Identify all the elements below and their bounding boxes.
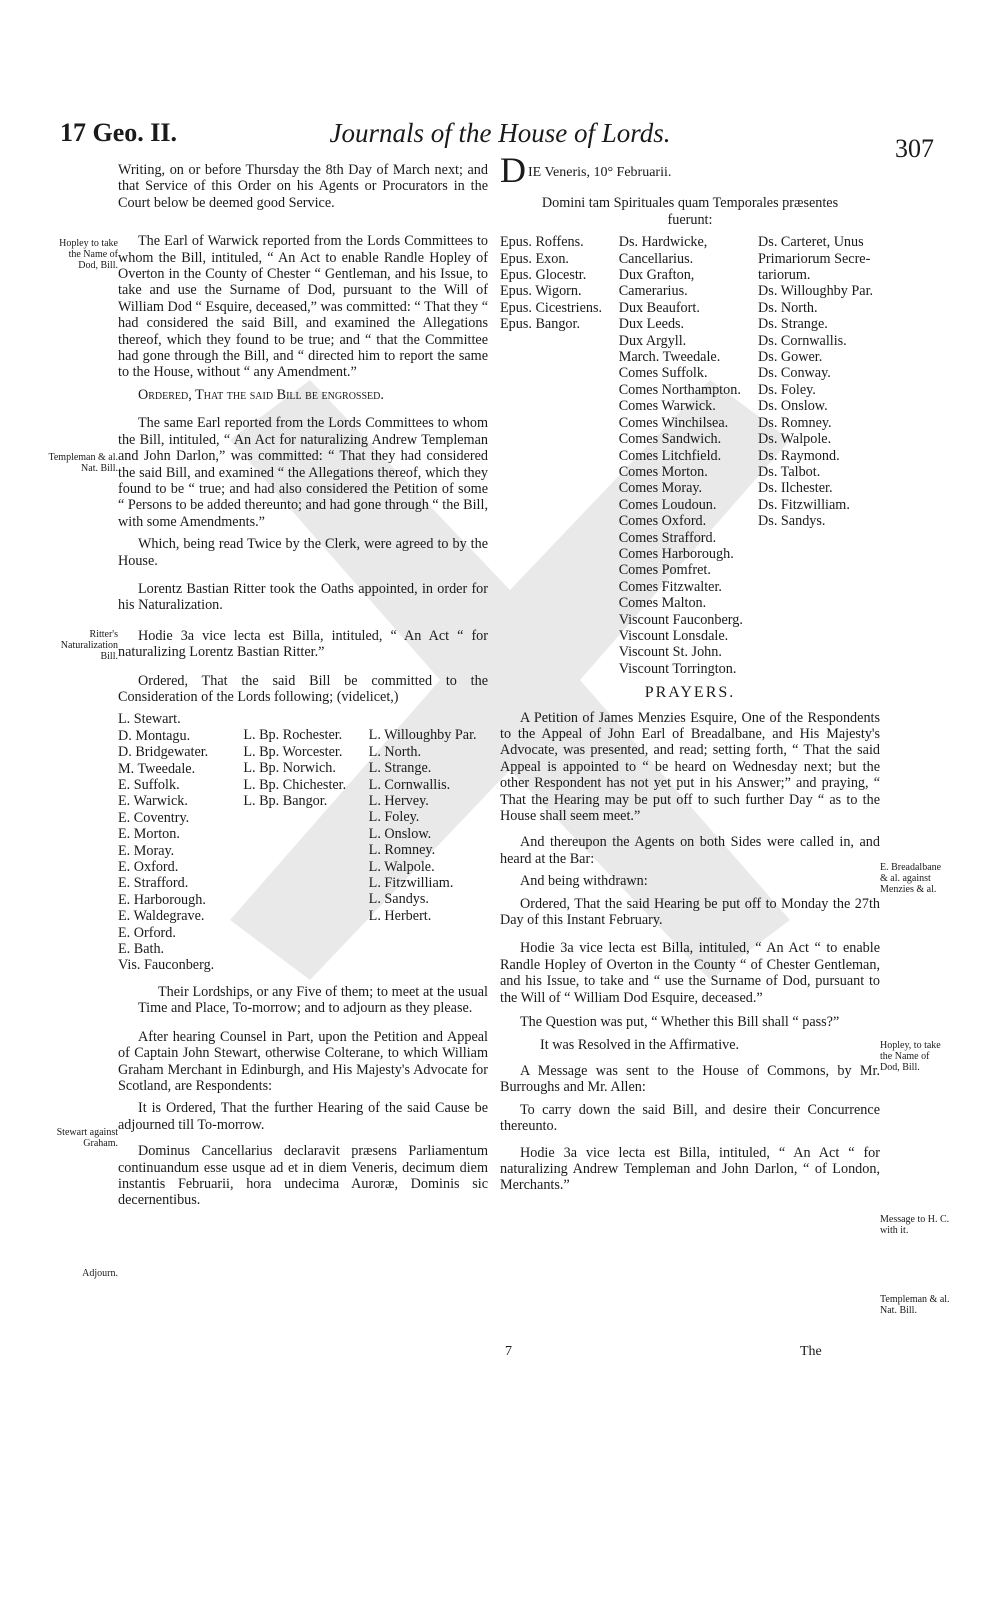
catchword: The — [800, 1344, 822, 1359]
sederunt-entry: Ds. Sandys. — [758, 513, 826, 530]
paragraph: And thereupon the Agents on both Sides were called in, and heard at the Bar: — [500, 834, 880, 867]
lords-column-temporal — [118, 711, 237, 974]
paragraph: The same Earl reported from the Lords Committees to whom the Bill, intituled, “ An Act for naturalizing Andrew Templeman and John Darlon,” was committed: “ That they had considered the said Bill, and examined “ the Allegations thereof, which they found to be “ true; and had also considered the Petition of some “ Persons to be added thereunto; and had gone through “ the Bill, with some Amendments.” — [118, 415, 488, 530]
header-title: Journals of the House of Lords. — [329, 118, 671, 148]
prayers-heading: PRAYERS. — [644, 684, 736, 702]
sederunt-peers — [619, 234, 750, 677]
sederunt-entry: Ds. Gower. — [758, 349, 823, 366]
sederunt-entry: Epus. Roffens. — [500, 234, 584, 251]
paragraph: After hearing Counsel in Part, upon the Petition and Appeal of Captain John Stewart, otherwise Colterane, to which William Graham Merchant in Edinburgh, and His Majesty's Advocate for Scotland, are Respondents: — [118, 1028, 488, 1094]
attendance-intro: Domini tam Spirituales quam Temporales præsentes fuerunt: — [541, 195, 839, 228]
margin-note: E. Breadalbane & al. against Menzies & al. — [880, 862, 942, 895]
committee-lord: E. Coventry. — [118, 809, 190, 826]
sederunt-entry: Epus. Wigorn. — [500, 283, 582, 300]
committee-lord: L. Sandys. — [368, 891, 429, 908]
committee-lord: E. Waldegrave. — [118, 908, 205, 925]
committee-lord: L. Stewart. — [118, 711, 181, 728]
paragraph: It was Resolved in the Affirmative. — [540, 1036, 740, 1053]
paragraph: A Petition of James Menzies Esquire, One of the Respondents to the Appeal of John Earl of Breadalbane, and His Majesty's Advocate, was presented, and read; setting forth, “ That the said Appeal is appointed to “ be heard on Wednesday next; but the other Respondent has not yet put in his Answer;” and praying, “ That the Hearing may be put off to such further Day “ as to the House shall seem meet.” — [500, 709, 880, 825]
sederunt-entry: Comes Suffolk. — [618, 365, 708, 382]
sederunt-entry: Comes Harborough. — [618, 545, 734, 562]
sederunt-entry: Ds. Hardwicke, — [618, 234, 708, 251]
margin-note: Stewart against Graham. — [56, 1127, 118, 1149]
sederunt-entry: Comes Moray. — [618, 480, 703, 497]
sederunt-entry: Viscount Torrington. — [618, 660, 737, 677]
sederunt-entry: Primariorum Secre- — [758, 250, 871, 267]
margin-note: Adjourn. — [82, 1268, 118, 1279]
paragraph: Their Lordships, or any Five of them; to meet at the usual Time and Place, To-morrow; and to adjourn as they please. — [138, 983, 488, 1017]
margin-note: Templeman & al. Nat. Bill. — [880, 1294, 950, 1316]
header-regnal-year: 17 Geo. II. — [60, 118, 177, 147]
committee-lord: L. Onslow. — [368, 825, 432, 842]
sederunt-entry: March. Tweedale. — [618, 349, 721, 366]
committee-lord: L. Cornwallis. — [368, 776, 451, 793]
sederunt-entry: Comes Northampton. — [618, 381, 741, 398]
sederunt-entry: Ds. Talbot. — [758, 463, 821, 480]
sederunt-entry: Comes Sandwich. — [618, 431, 722, 448]
sederunt-entry: Ds. Romney. — [758, 414, 832, 431]
sederunt-entry: Comes Morton. — [618, 463, 708, 480]
sederunt-entry: Ds. Raymond. — [758, 447, 840, 464]
committee-lord: L. Bp. Bangor. — [243, 793, 328, 809]
committee-lords-list — [118, 711, 488, 974]
committee-lord: D. Bridgewater. — [118, 744, 209, 761]
sederunt-entry: Viscount St. John. — [618, 644, 722, 661]
sitting-heading — [500, 150, 880, 190]
sederunt-entry: Ds. Conway. — [758, 365, 831, 382]
committee-lord: L. Fitzwilliam. — [368, 875, 454, 892]
sederunt-entry: Ds. Fitzwilliam. — [758, 496, 850, 513]
sederunt-entry: Epus. Exon. — [500, 250, 569, 267]
sederunt-list — [500, 234, 880, 677]
sederunt-entry: Ds. North. — [758, 299, 818, 316]
paragraph: The Earl of Warwick reported from the Lords Committees to whom the Bill, intituled, “ An Act to enable Randle Hopley of Overton in the County of Chester “ Gentleman, and his Issue, to take and use the Surname of Dod, pursuant to the Will of William Dod “ Esquire, deceased,” was committed: “ That they “ had considered the said Bill, and examined the Allegations thereof, which they found to be true; and “ that the Committee had gone through the Bill, and “ directed him to report the same to the House, without “ any Amendment.” — [118, 233, 488, 381]
sederunt-entry: Ds. Foley. — [758, 381, 816, 398]
committee-lord: L. Bp. Chichester. — [243, 776, 347, 793]
sederunt-entry: Comes Oxford. — [618, 513, 707, 530]
committee-lord: E. Strafford. — [118, 875, 189, 892]
lords-column-barons — [369, 711, 488, 974]
committee-lord: L. Walpole. — [368, 858, 435, 875]
sederunt-entry: Ds. Cornwallis. — [758, 332, 847, 349]
margin-note: Ritter's Naturalization Bill. — [60, 629, 118, 662]
sederunt-entry: Comes Malton. — [618, 595, 707, 612]
sederunt-entry: Comes Litchfield. — [618, 447, 722, 464]
sederunt-entry: Epus. Bangor. — [500, 316, 580, 333]
committee-lord: E. Warwick. — [118, 793, 188, 810]
sederunt-entry: Ds. Willoughby Par. — [758, 283, 874, 300]
sederunt-entry: Comes Pomfret. — [618, 562, 711, 579]
margin-note: Templeman & al. Nat. Bill. — [48, 452, 118, 474]
paragraph: Which, being read Twice by the Clerk, were agreed to by the House. — [118, 536, 488, 569]
sederunt-entry: Dux Leeds. — [618, 316, 685, 333]
committee-lord: L. Bp. Rochester. — [243, 727, 343, 744]
paragraph: Ordered, That the said Bill be engrossed. — [138, 386, 384, 403]
committee-lord: L. Bp. Norwich. — [243, 760, 336, 777]
paragraph: Lorentz Bastian Ritter took the Oaths appointed, in order for his Naturalization. — [118, 580, 488, 614]
committee-lord: E. Morton. — [118, 826, 180, 843]
signature-mark: 7 — [505, 1344, 512, 1359]
margin-note: Hopley, to take the Name of Dod, Bill. — [880, 1040, 941, 1073]
paragraph: Hodie 3a vice lecta est Billa, intituled, “ An Act “ for naturalizing Lorentz Bastian Ritter.” — [118, 627, 488, 661]
sederunt-entry: Epus. Glocestr. — [500, 267, 587, 284]
page-number: 307 — [895, 134, 934, 163]
margin-note: Message to H. C. with it. — [880, 1214, 950, 1236]
committee-lord: M. Tweedale. — [118, 760, 196, 777]
committee-lord: E. Oxford. — [118, 859, 179, 876]
sederunt-entry: Ds. Carteret, Unus — [758, 234, 864, 251]
committee-lord: L. Willoughby Par. — [368, 727, 477, 744]
paragraph: A Message was sent to the House of Commons, by Mr. Burroughs and Mr. Allen: — [500, 1062, 880, 1096]
committee-lord: L. Hervey. — [368, 793, 429, 809]
committee-lord: L. Strange. — [368, 760, 432, 777]
committee-lord: L. Herbert. — [368, 907, 432, 924]
left-column — [118, 162, 488, 1215]
sederunt-entry: Epus. Cicestriens. — [500, 299, 603, 316]
sederunt-entry: Dux Argyll. — [618, 332, 687, 349]
sederunt-entry: Viscount Lonsdale. — [618, 627, 729, 644]
committee-lord: E. Suffolk. — [118, 777, 180, 793]
sederunt-bishops — [500, 234, 611, 677]
sederunt-entry: tariorum. — [758, 267, 811, 284]
paragraph: And being withdrawn: — [520, 873, 648, 890]
sederunt-entry: Ds. Strange. — [758, 316, 828, 333]
committee-lord: E. Moray. — [118, 842, 175, 859]
sederunt-entry: Camerarius. — [618, 283, 688, 300]
paragraph: Dominus Cancellarius declaravit præsens Parliamentum continuandum esse usque ad et in diem Veneris, decimum diem instantis Februarii, hora undecima Auroræ, Dominis sic decernentibus. — [118, 1143, 488, 1209]
lords-column-bishops — [243, 711, 362, 974]
sitting-date: IE Veneris, 10° Februarii. — [528, 165, 672, 180]
paragraph: Ordered, That the said Hearing be put off to Monday the 27th Day of this Instant February. — [500, 895, 880, 929]
paragraph: Hodie 3a vice lecta est Billa, intituled, “ An Act “ for naturalizing Andrew Templeman and John Darlon, “ of London, Merchants.” — [500, 1144, 880, 1194]
sederunt-barons — [758, 234, 880, 677]
committee-lord: E. Harborough. — [118, 891, 206, 908]
paragraph: Hodie 3a vice lecta est Billa, intituled, “ An Act “ to enable Randle Hopley of Overton in the County “ of Chester Gentleman, and his Issue, to take and “ use the Surname of Dod, pursuant to the Will of “ William Dod Esquire, deceased.” — [500, 940, 880, 1006]
paragraph: To carry down the said Bill, and desire their Concurrence thereunto. — [500, 1101, 880, 1135]
committee-lord: L. Romney. — [368, 842, 436, 859]
margin-note: Hopley to take the Name of Dod, Bill. — [59, 238, 118, 271]
committee-lord: E. Bath. — [118, 941, 165, 958]
committee-lord: L. Foley. — [368, 809, 420, 826]
sederunt-entry: Comes Warwick. — [618, 398, 716, 415]
paragraph: The Question was put, “ Whether this Bill shall “ pass?” — [520, 1014, 840, 1031]
drop-cap: D — [500, 150, 526, 190]
sederunt-entry: Comes Winchilsea. — [618, 414, 729, 431]
committee-lord: E. Orford. — [118, 924, 176, 941]
sederunt-entry: Dux Beaufort. — [618, 299, 700, 316]
committee-lord: Vis. Fauconberg. — [118, 957, 215, 974]
paragraph: Ordered, That the said Bill be committed to the Consideration of the Lords following; (videlicet,) — [118, 672, 488, 705]
sederunt-entry: Dux Grafton, — [618, 267, 695, 284]
paragraph: Writing, on or before Thursday the 8th Day of March next; and that Service of this Order on his Agents or Procurators in the Court below be deemed good Service. — [118, 162, 488, 211]
right-column — [500, 150, 880, 1200]
sederunt-entry: Comes Loudoun. — [618, 496, 717, 513]
sederunt-entry: Ds. Ilchester. — [758, 480, 833, 497]
sederunt-entry: Cancellarius. — [618, 250, 694, 267]
sederunt-entry: Comes Fitzwalter. — [618, 578, 722, 595]
sederunt-entry: Comes Strafford. — [618, 529, 717, 546]
sederunt-entry: Ds. Onslow. — [758, 398, 828, 415]
paragraph: It is Ordered, That the further Hearing of the said Cause be adjourned till To-morrow. — [118, 1100, 488, 1133]
sederunt-entry: Ds. Walpole. — [758, 431, 832, 448]
committee-lord: L. North. — [368, 743, 422, 760]
committee-lord: D. Montagu. — [118, 727, 191, 744]
committee-lord: L. Bp. Worcester. — [243, 743, 343, 760]
sederunt-entry: Viscount Fauconberg. — [618, 611, 743, 628]
